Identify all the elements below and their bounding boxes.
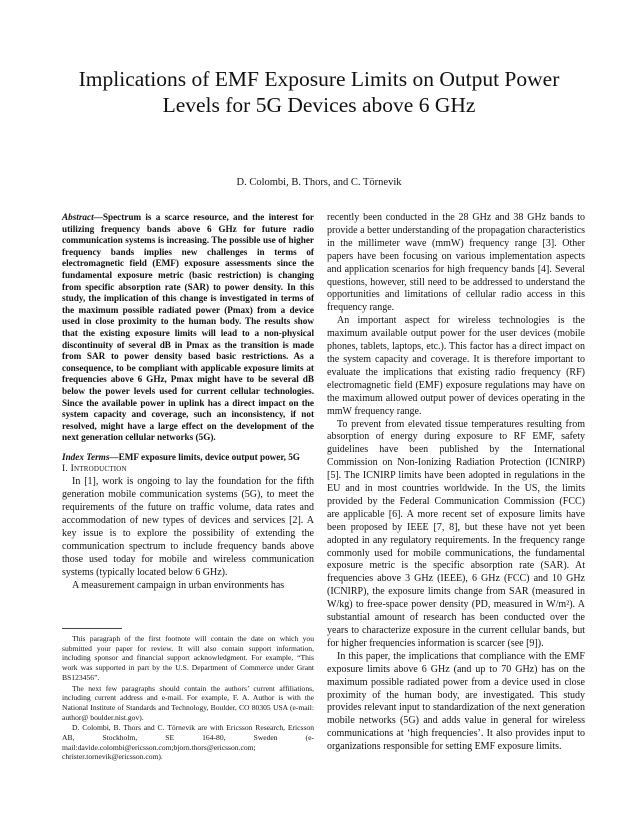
intro-paragraph-5: In this paper, the implications that compliance with the EMF exposure limits above 6 GHz (and up to 70 GHz) has on the maximum possible radiated power from a device used in close proximity of the human body, are investigated. This study provides relevant input to standardization of the next generation mobile networks (5G) and adds value in general for wireless communications at ‘high frequencies’. It also provides input to organizations responsible for setting EMF exposure limits. xyxy=(327,650,585,753)
section-number: I. xyxy=(62,463,68,475)
intro-paragraph-3: An important aspect for wireless technologies is the maximum available output power for the user devices (mobile phones, tablets, laptops, etc.). This factor has a direct impact on the system capacity and coverage. It is therefore important to evaluate the implications that existing radio frequency (RF) electromagnetic field (EMF) exposure regulations may have on the maximum allowed output power of devices operating in the mmW frequency range. xyxy=(327,315,585,417)
paper-title: Implications of EMF Exposure Limits on Output Power Levels for 5G Devices above 6 GHz xyxy=(78,67,560,117)
footnote-1: This paragraph of the first footnote will contain the date on which you submitted your paper for review. It will also contain support information, including sponsor and financial support acknowledgment. For example, “This work was supported in part by the U.S. Department of Commerce under Grant BS123456”. xyxy=(62,634,314,682)
abstract-label: Abstract— xyxy=(62,212,103,222)
intro-paragraph-2-continued: recently been conducted in the 28 GHz and 38 GHz bands to provide a better understanding of the propagation characteristics in the millimeter wave (mmW) frequency range [3]. Other papers have been focusing on various implementation aspects and application scenarios for high frequency bands [4]. Several questions, however, still need to be addressed to understand the opportunities and limitations of cellular radio access in this frequency range. xyxy=(327,212,585,314)
intro-paragraph-2-start: A measurement campaign in urban environments has xyxy=(72,579,285,591)
index-terms-label: Index Terms— xyxy=(62,451,119,462)
section-title: Introduction xyxy=(70,463,127,475)
footnote-2: The next few paragraphs should contain the authors’ current affiliations, including current address and e-mail. For example, F. A. Author is with the National Institute of Standards and Technology, Boulder, CO 80305 USA (e-mail: author@ boulder.nist.gov). xyxy=(62,683,314,722)
abstract-text: Spectrum is a scarce resource, and the interest for utilizing frequency bands above 6 GHz for future radio communication systems is increasing. The possible use of higher frequency bands implies new challenges in terms of electromagnetic field (EMF) exposure assessments since the fundamental exposure metric (basic restriction) is changing from specific absorption rate (SAR) to power density. In this study, the implication of this change is investigated in terms of the maximum possible radiated power (Pmax) from a device used in close proximity to the human body. The results show that the existing exposure limits will lead to a non-physical discontinuity of several dB in Pmax as the transition is made from SAR to power density based basic restrictions. As a consequence, to be compliant with applicable exposure limits at frequencies above 6 GHz, Pmax might have to be several dB below the power levels used for current cellular technologies. Since the available power in uplink has a direct impact on the system capacity and coverage, such an inconsistency, if not resolved, might have a large effect on the development of the next generation cellular networks (5G). xyxy=(62,212,314,443)
intro-paragraph-1: In [1], work is ongoing to lay the foundation for the fifth generation mobile communication systems (5G), to meet the requirements of the future on traffic volume, data rates and accommodation of new types of devices and services [2]. A key issue is to explore the possibility of extending the communication spectrum to include frequency bands above those used today for mobile and wireless communication systems (typically located below 6 GHz). xyxy=(62,476,314,578)
index-terms-text: EMF exposure limits, device output power, 5G xyxy=(118,451,300,462)
abstract xyxy=(62,212,314,444)
footnote-3: D. Colombi, B. Thors and C. Törnevik are with Ericsson Research, Ericsson AB, Stockholm, SE 164-80, Sweden (e-mail:davide.colombi@ericsson.com;bjorn.thors@ericsson.com; christer.tornevik@ericsson.com). xyxy=(62,723,314,762)
author-list: D. Colombi, B. Thors, and C. Törnevik xyxy=(236,177,402,188)
footnotes xyxy=(62,634,314,763)
footnote-divider xyxy=(62,628,122,629)
right-column xyxy=(327,212,585,754)
left-column xyxy=(62,212,314,593)
index-terms xyxy=(62,452,314,464)
section-heading-introduction xyxy=(62,463,314,476)
intro-paragraph-4: To prevent from elevated tissue temperatures resulting from absorption of energy during exposure to RF EMF, safety guidelines have been published by the International Commission on Non-Ionizing Radiation Protection (ICNIRP) [5]. The ICNIRP limits have been adopted in regulations in the EU and in most countries worldwide. In the US, the limits provided by the Federal Communication Commission (FCC) are applicable [6]. A more recent set of exposure limits have been proposed by IEEE [7, 8], but these have not yet been adopted in any regulatory requirements. In the frequency range commonly used for mobile communications, the fundamental exposure metric is the specific absorption rate (SAR). At frequencies above 3 GHz (IEEE), 6 GHz (FCC) and 10 GHz (ICNIRP), the exposure limits change from SAR (measured in W/kg) to free-space power density (PD, measured in W/m²). A substantial amount of research has been conducted over the years to characterize exposure in the current cellular bands, but for higher frequencies information is scarcer (see [9]). xyxy=(327,418,585,649)
